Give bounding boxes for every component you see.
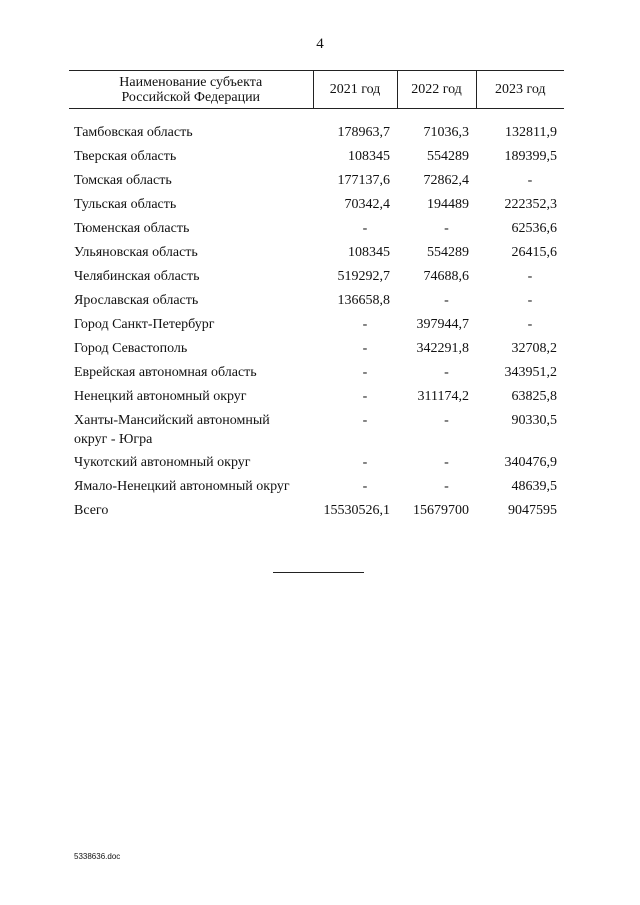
table-row [69, 291, 564, 315]
value-2022: - [444, 413, 449, 428]
table-row [69, 243, 564, 267]
region-name: Тульская область [74, 197, 177, 212]
region-name: Город Санкт-Петербург [74, 317, 215, 332]
value-2023: 9047595 [508, 503, 557, 518]
region-name: Ханты-Мансийский автономный округ - Югра [74, 413, 270, 447]
document-reference: 5338636.doc [74, 852, 121, 861]
value-2022: 71036,3 [423, 125, 469, 140]
value-2021: - [362, 317, 368, 332]
value-2022: 194489 [427, 197, 469, 212]
region-name: Ненецкий автономный округ [74, 389, 247, 404]
table-row [69, 387, 564, 411]
value-2021: - [362, 455, 368, 470]
value-2022: 342291,8 [416, 341, 469, 356]
table-row [69, 315, 564, 339]
region-name: Тверская область [74, 149, 177, 164]
table-row [69, 411, 564, 453]
value-2021: 178963,7 [337, 125, 390, 140]
value-2022: 15679700 [413, 503, 469, 518]
value-2023: 63825,8 [511, 389, 557, 404]
value-2023: 90330,5 [511, 413, 557, 428]
value-2021: 136658,8 [337, 293, 390, 308]
table-row [69, 195, 564, 219]
region-name: Ярославская область [74, 293, 199, 308]
table-row [69, 477, 564, 501]
region-name: Чукотский автономный округ [74, 455, 251, 470]
value-2021: - [362, 365, 368, 380]
region-name: Томская область [74, 173, 172, 188]
value-2023: 189399,5 [504, 149, 557, 164]
value-2022: 397944,7 [416, 317, 469, 332]
value-2021: - [362, 413, 368, 428]
value-2023: 343951,2 [504, 365, 557, 380]
region-name: Ямало-Ненецкий автономный округ [74, 479, 290, 494]
value-2023: 32708,2 [511, 341, 557, 356]
page-number: 4 [316, 36, 324, 52]
value-2023: 340476,9 [504, 455, 557, 470]
region-name: Челябинская область [74, 269, 200, 284]
region-name: Всего [74, 503, 109, 518]
column-header-2022: 2022 год [397, 71, 476, 109]
region-name: Еврейская автономная область [74, 365, 257, 380]
table-header [69, 71, 564, 109]
value-2021: 15530526,1 [323, 503, 390, 518]
value-2023: 26415,6 [511, 245, 557, 260]
table-row [69, 453, 564, 477]
value-2022: - [444, 221, 449, 236]
value-2022: 554289 [427, 245, 469, 260]
value-2023: - [527, 317, 533, 332]
value-2021: 108345 [348, 149, 390, 164]
value-2022: - [444, 293, 449, 308]
value-2022: - [444, 455, 449, 470]
table-row [69, 123, 564, 147]
table-row [69, 363, 564, 387]
value-2022: 74688,6 [423, 269, 469, 284]
value-2021: - [362, 479, 368, 494]
value-2022: 311174,2 [417, 389, 469, 404]
value-2023: - [527, 293, 533, 308]
table-row [69, 147, 564, 171]
value-2021: - [362, 221, 368, 236]
value-2021: 70342,4 [344, 197, 390, 212]
value-2022: 72862,4 [423, 173, 469, 188]
value-2023: 222352,3 [504, 197, 557, 212]
value-2022: 554289 [427, 149, 469, 164]
table-row [69, 339, 564, 363]
column-header-2023: 2023 год [476, 71, 564, 109]
end-separator-line [273, 572, 364, 573]
value-2023: 62536,6 [511, 221, 557, 236]
value-2021: 177137,6 [337, 173, 390, 188]
column-header-name: Наименование субъекта Российской Федерации [69, 71, 313, 109]
value-2021: 108345 [348, 245, 390, 260]
value-2021: - [362, 341, 368, 356]
region-name: Тюменская область [74, 221, 190, 236]
value-2023: - [527, 173, 533, 188]
value-2023: - [527, 269, 533, 284]
region-name: Город Севастополь [74, 341, 188, 356]
table-body [69, 109, 564, 526]
table-row [69, 171, 564, 195]
region-name: Тамбовская область [74, 125, 193, 140]
table-row [69, 501, 564, 525]
value-2021: 519292,7 [337, 269, 390, 284]
table-row [69, 267, 564, 291]
subsidy-table [69, 70, 564, 525]
value-2023: 132811,9 [505, 125, 557, 140]
table-row [69, 219, 564, 243]
region-name: Ульяновская область [74, 245, 198, 260]
column-header-2021: 2021 год [313, 71, 397, 109]
value-2022: - [444, 479, 449, 494]
value-2022: - [444, 365, 449, 380]
value-2023: 48639,5 [511, 479, 557, 494]
value-2021: - [362, 389, 368, 404]
